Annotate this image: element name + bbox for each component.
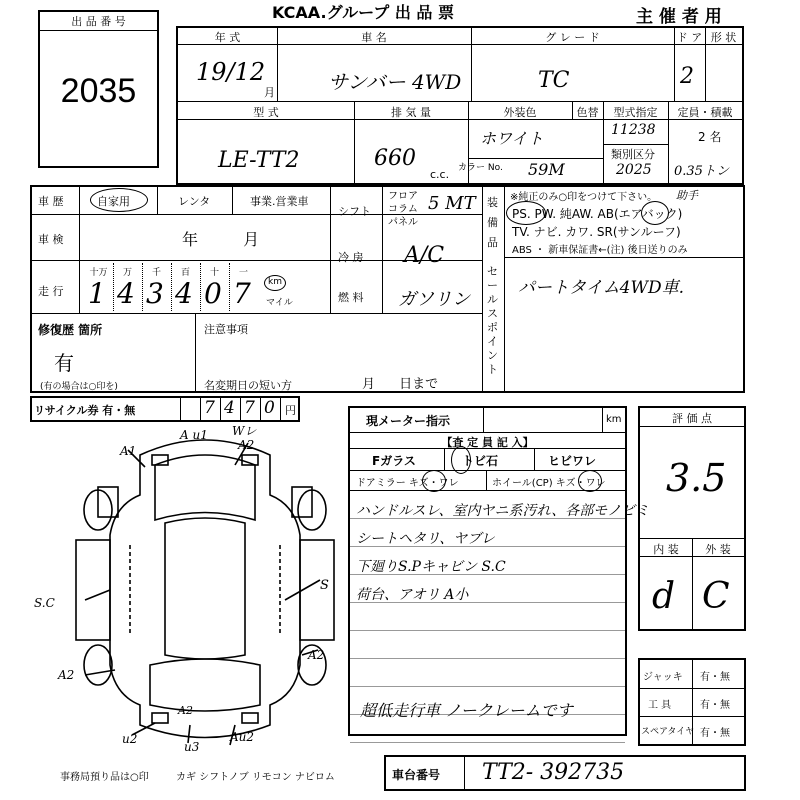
history-private: 自家用 — [97, 195, 130, 208]
mileage-digit-header: 万 — [122, 268, 132, 278]
mark-sc: S.C — [34, 596, 55, 610]
meter-label: 現メーター指示 — [366, 414, 451, 428]
km-label: km — [268, 277, 282, 287]
notes-month-day: 月 日まで — [362, 377, 439, 392]
exterior-label: 外 装 — [705, 543, 731, 556]
f-glass-label: Fガラス — [372, 454, 416, 468]
mileage-digit: 3 — [146, 277, 164, 310]
meter-unit: km — [606, 414, 622, 425]
mark-a-u1: A u1 — [180, 428, 208, 442]
rating-label: 評 価 点 — [672, 412, 712, 425]
shift-value: 5 MT — [428, 193, 476, 214]
mileage-digit: 7 — [233, 277, 251, 310]
color-value: ホワイト — [480, 129, 544, 148]
fuel-label: 燃 料 — [338, 291, 364, 304]
inspector-label: 【査 定 員 記 入】 — [441, 436, 534, 449]
chassis-label: 車台番号 — [392, 768, 441, 782]
grade-label: グ レ ー ド — [545, 31, 600, 44]
car-name-value: サンバー 4WD — [328, 70, 462, 94]
tools-label: 工 具 — [648, 700, 672, 711]
color-code-label: カラー No. — [458, 163, 503, 173]
class-value: 2025 — [616, 162, 652, 178]
mileage-label: 走 行 — [38, 285, 64, 298]
year-label: 年 式 — [214, 31, 241, 44]
history-section — [30, 185, 745, 393]
inspection-value: 年 月 — [182, 230, 260, 249]
wheel-cap-label: ホイール(CP) キズ・ワレ — [492, 478, 606, 489]
accessories-box — [638, 658, 746, 746]
capacity-value: 2 名 — [698, 130, 722, 144]
mileage-digit-header: 一 — [238, 268, 248, 278]
recycle-box — [30, 396, 300, 422]
exhibit-number-box — [38, 10, 159, 168]
mileage-digit-header: 千 — [151, 268, 161, 278]
rating-value: 3.5 — [666, 456, 727, 500]
comment-line-1: ハンドルスレ、室内ヤニ系汚れ、各部モノビミ — [356, 503, 650, 519]
body-shape-label: 形 状 — [710, 31, 737, 44]
mileage-digit: 4 — [175, 277, 193, 310]
interior-value: d — [652, 576, 676, 617]
office-note: 事務局預り品は○印 — [60, 772, 149, 783]
grade-value: TC — [538, 68, 570, 93]
shift-label: シフト — [338, 205, 371, 218]
displacement-label: 排 気 量 — [391, 106, 431, 119]
equipment-line2: TV. ナビ. カワ. SR(サンルーフ) — [512, 225, 681, 239]
mileage-digit: 0 — [204, 277, 222, 310]
repair-label: 修復歴 箇所 — [38, 323, 103, 337]
load-value: 0.35トン — [674, 164, 729, 179]
type-designation-value: 11238 — [611, 122, 656, 138]
exterior-color-label: 外装色 — [503, 106, 537, 119]
mark-a2-rear: A2 — [178, 704, 193, 717]
hibiware-label: ヒビワレ — [548, 454, 597, 468]
recycle-label: リサイクル券 有・無 — [34, 404, 136, 417]
mark-w: Wレ — [232, 424, 257, 438]
spare-option: 有・無 — [700, 728, 730, 739]
color-change-label: 色替 — [576, 106, 599, 119]
door-mirror-label: ドアミラー キズ・ワレ — [356, 478, 459, 489]
type-designation-label: 型式指定 — [613, 106, 658, 119]
model-value: LE-TT2 — [218, 148, 300, 173]
sales-point-value: パートタイム4WD車. — [518, 278, 684, 298]
recycle-digit-3: 7 — [244, 398, 255, 418]
interior-label: 内 装 — [653, 543, 679, 556]
mark-u3: u3 — [184, 740, 200, 754]
mark-a2-left: A2 — [58, 668, 75, 682]
inspector-box — [348, 406, 650, 736]
doors-label: ド ア — [676, 31, 703, 44]
mileage-digit: 1 — [88, 277, 106, 310]
footer-items: カギ シフトノブ リモコン ナビロム — [176, 772, 335, 783]
organizer-label: 主 催 者 用 — [636, 7, 722, 27]
exhibit-number-value: 2035 — [60, 72, 137, 110]
mark-a1: A1 — [120, 444, 137, 458]
mark-au2: Au2 — [230, 730, 255, 744]
recycle-digit-1: 7 — [204, 398, 215, 418]
jack-label: ジャッキ — [643, 672, 683, 683]
jack-option: 有・無 — [700, 672, 730, 683]
year-value: 19/12 — [196, 58, 266, 86]
capacity-label: 定員・積載 — [677, 106, 733, 119]
recycle-digit-4: 0 — [264, 398, 275, 418]
mark-s: S — [320, 578, 329, 593]
sales-point-label: セールスポイント — [487, 265, 498, 376]
mileage-digit-header: 百 — [180, 268, 190, 278]
car-damage-diagram — [70, 425, 340, 755]
rating-box — [638, 406, 746, 631]
chassis-box — [384, 755, 746, 791]
repair-note: (有の場合は○印を) — [40, 382, 118, 392]
month-unit: 月 — [264, 86, 275, 99]
chassis-value: TT2- 392735 — [482, 760, 625, 785]
mile-label: マイル — [266, 298, 293, 308]
history-label: 車 歴 — [38, 195, 64, 208]
repair-value: 有 — [54, 351, 74, 375]
comment-line-4: 荷台、アオリ A小 — [356, 587, 469, 603]
color-code-value: 59M — [528, 160, 565, 179]
ac-label: 冷 房 — [338, 251, 364, 264]
equipment-line1: PS. PW. 純AW. AB(エアバック) — [512, 207, 683, 221]
model-label: 型 式 — [253, 106, 279, 119]
equipment-note: ※純正のみ○印をつけて下さい。 — [510, 192, 658, 203]
vehicle-info-table — [176, 26, 744, 185]
mark-a2-top: A2 — [238, 438, 255, 452]
ultra-low-mileage-note: 超低走行車 ノークレームです — [360, 701, 573, 720]
doors-value: 2 — [680, 64, 694, 89]
tobi-ishi-label: トビ石 — [462, 454, 499, 468]
exhibit-number-label: 出 品 番 号 — [71, 15, 126, 28]
equipment-label: 装 備 品 — [487, 196, 498, 249]
mark-a2-right: A2 — [308, 648, 325, 662]
cc-unit: c.c. — [430, 168, 450, 181]
shift-option-floor: フロア — [388, 191, 418, 202]
shift-option-column: コラム — [388, 204, 418, 215]
fuel-value: ガソリン — [398, 289, 470, 310]
mileage-digit: 4 — [117, 277, 135, 310]
mileage-digit-header: 十 — [209, 268, 219, 278]
equipment-line3: ABS ・ 新車保証書←(注) 後日送りのみ — [512, 245, 688, 256]
notes-label: 注意事項 — [204, 323, 248, 336]
inspection-label: 車 検 — [38, 233, 64, 246]
history-business: 事業.営業車 — [250, 195, 309, 208]
mileage-change-label: 名変期日の短い方 — [204, 379, 292, 392]
mark-u2: u2 — [122, 732, 138, 746]
sheet-title: KCAA.グループ 出 品 票 — [272, 3, 454, 22]
shift-option-panel: パネル — [388, 217, 418, 228]
mileage-digit-header: 十万 — [89, 268, 108, 278]
car-name-label: 車 名 — [361, 31, 387, 44]
tools-option: 有・無 — [700, 700, 730, 711]
exterior-value: C — [702, 576, 730, 617]
history-rental: レンタ — [178, 195, 211, 208]
ac-value: A/C — [404, 243, 445, 268]
yen-unit: 円 — [285, 404, 296, 417]
recycle-digit-2: 4 — [224, 398, 235, 418]
equipment-handwritten-mark: 助手 — [676, 189, 698, 202]
comment-line-3: 下廻りS.Pキャビン S.C — [356, 559, 506, 575]
comment-line-2: シートヘタリ、ヤブレ — [356, 531, 495, 547]
displacement-value: 660 — [374, 146, 416, 171]
spare-label: スペアタイヤ — [641, 727, 695, 737]
class-label: 類別区分 — [611, 148, 655, 161]
